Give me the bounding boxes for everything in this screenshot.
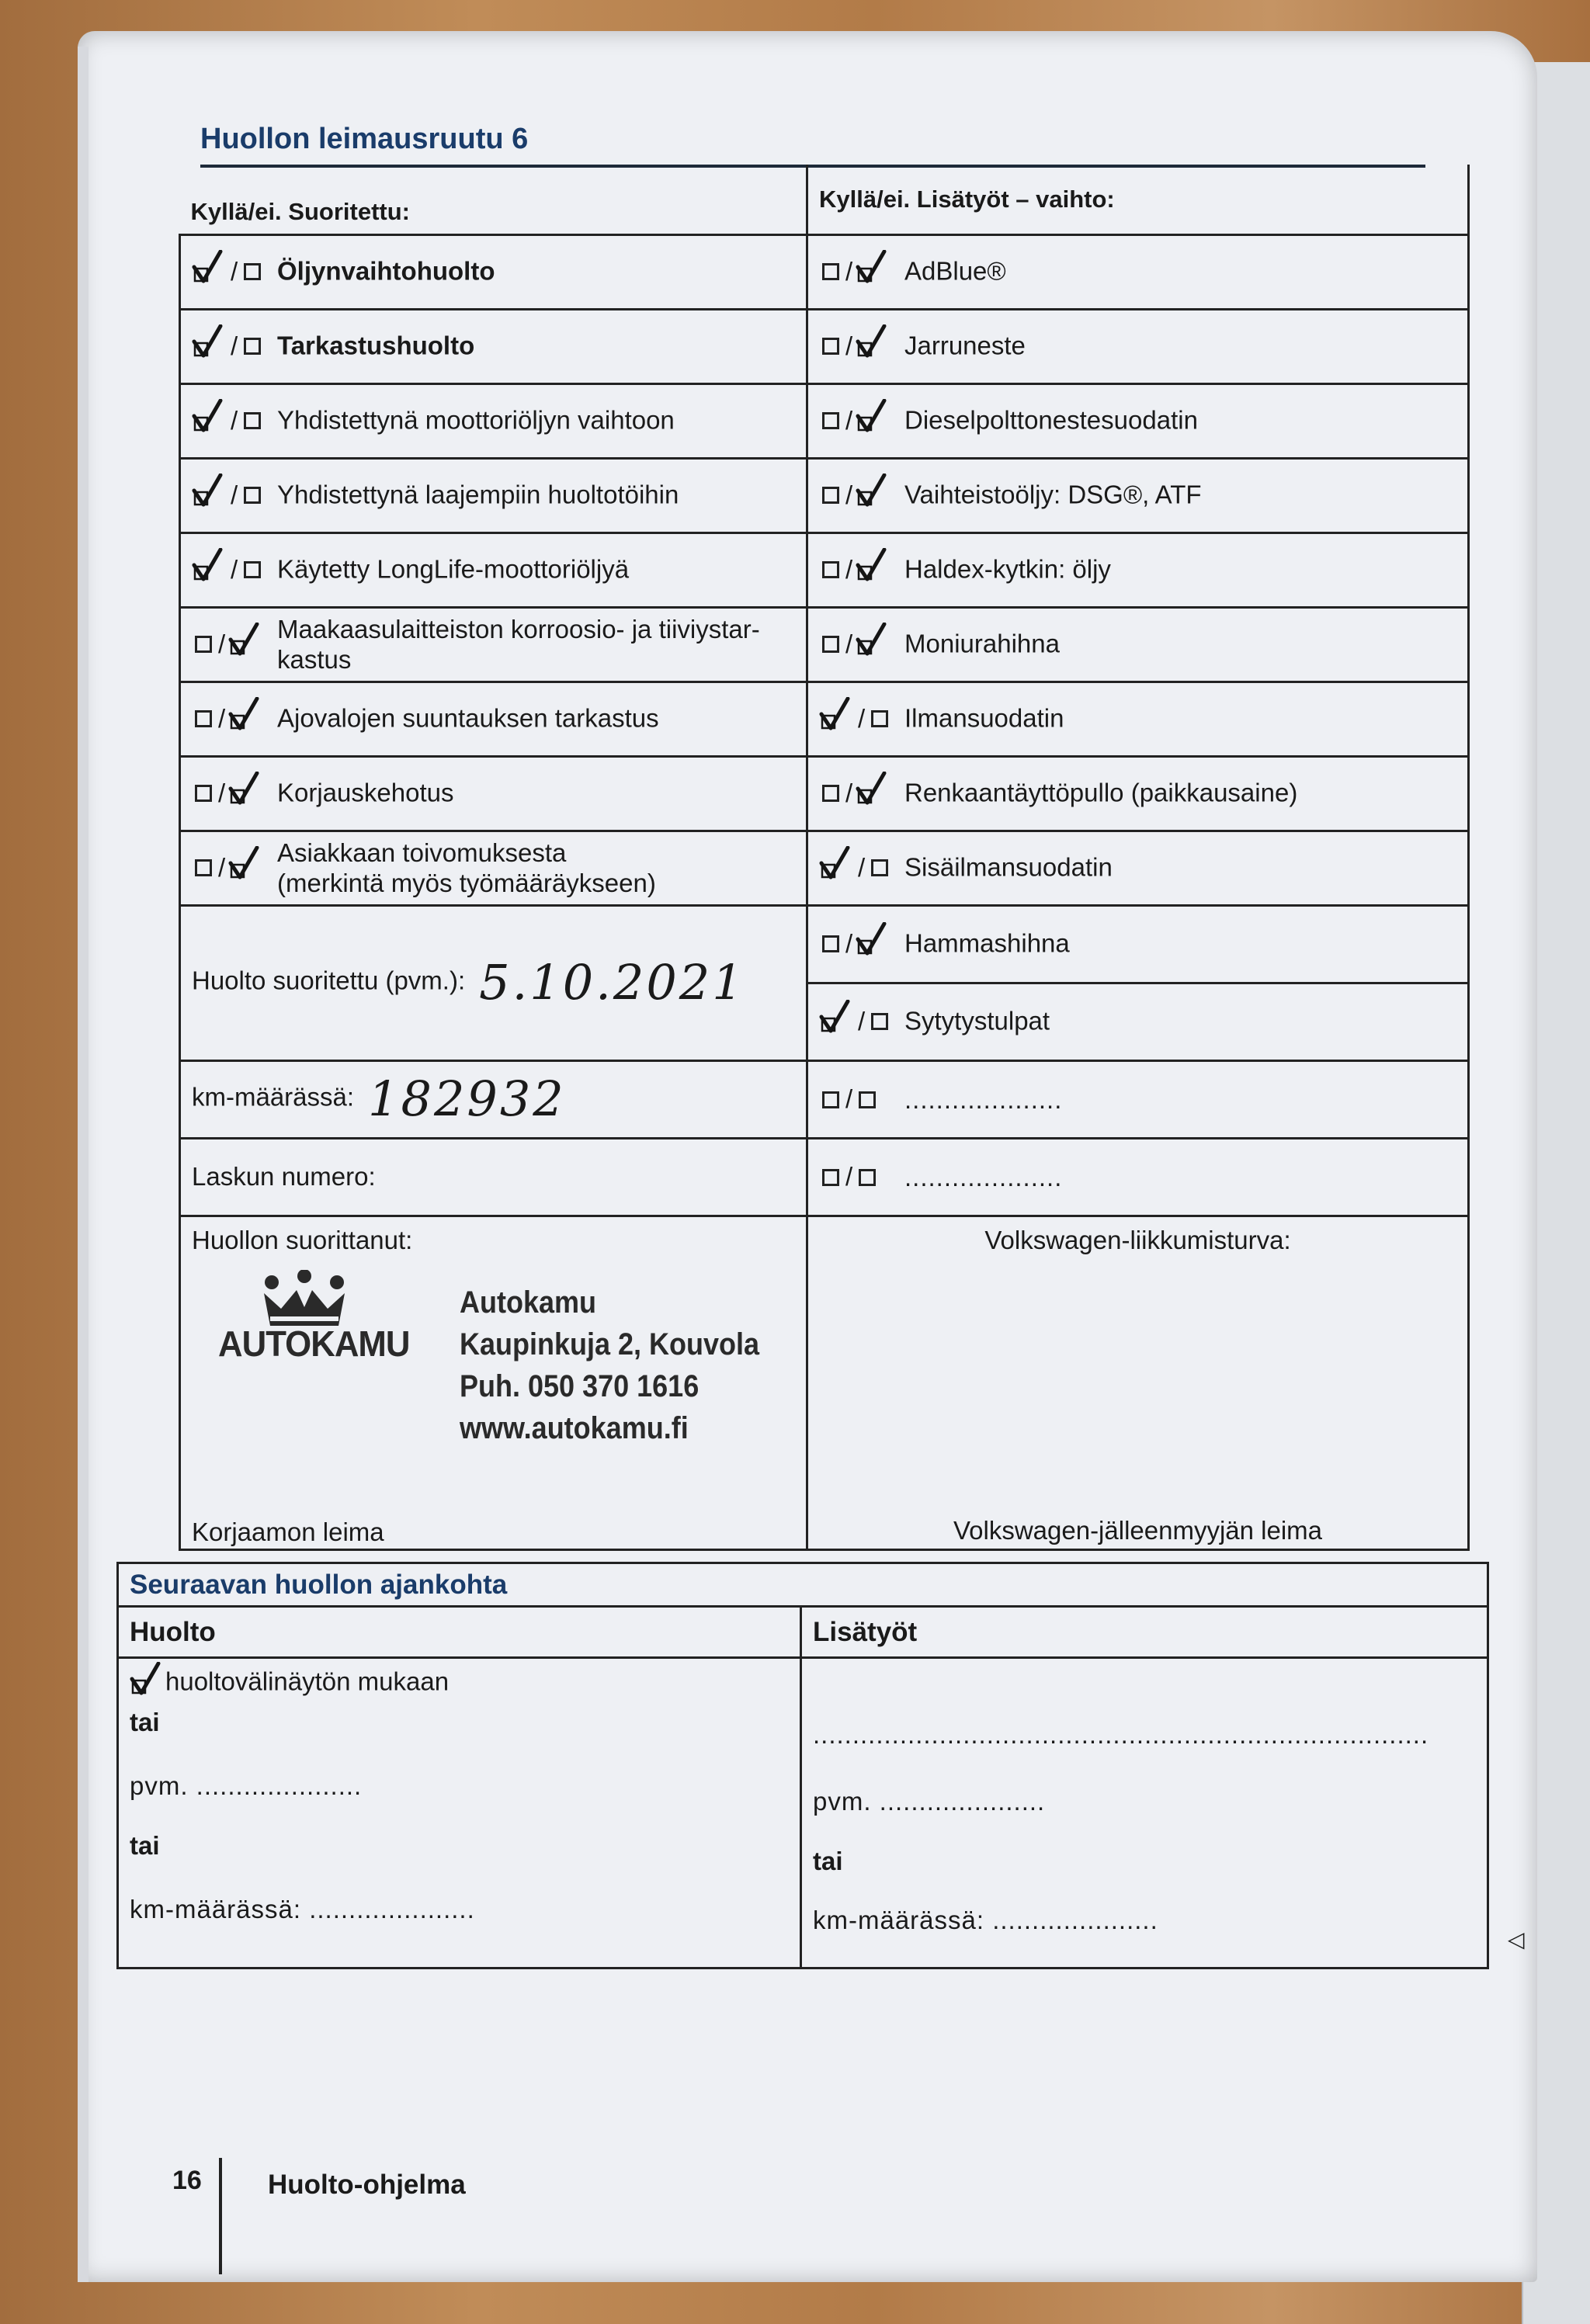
footer-section-title: Huolto-ohjelma	[268, 2170, 466, 2200]
check-mark-icon[interactable]	[856, 250, 887, 284]
stamp-web: www.autokamu.fi	[460, 1411, 689, 1446]
dealer-stamp-area	[819, 1254, 1456, 1517]
stamp-logo-text: AUTOKAMU	[218, 1323, 410, 1365]
left-item-cell: / Yhdistettynä moottoriöljyn vaihtoon	[180, 383, 807, 458]
check-mark-icon[interactable]	[856, 922, 887, 956]
right-item-cell: / ....................	[807, 1060, 1469, 1138]
table-row	[180, 383, 1469, 458]
left-header-cell	[180, 165, 807, 234]
performed-by-label: Huollon suorittanut:	[192, 1225, 413, 1254]
right-item-cell: / Sisäilmansuodatin	[807, 831, 1469, 905]
or-label-1: tai	[130, 1708, 160, 1736]
left-item-cell: / Öljynvaihtohuolto	[180, 234, 807, 309]
page-number: 16	[172, 2166, 202, 2195]
check-mark-icon[interactable]	[856, 473, 887, 508]
check-mark-icon[interactable]	[819, 1000, 850, 1034]
table-row	[180, 831, 1469, 905]
checkbox-no[interactable]	[244, 561, 261, 578]
next-service-title: Seuraavan huollon ajankohta	[118, 1563, 1488, 1607]
right-item-label: AdBlue®	[904, 256, 1006, 286]
stamp-address: Kaupinkuja 2, Kouvola	[460, 1327, 760, 1362]
right-item-cell: / AdBlue®	[807, 234, 1469, 309]
extra-date-field[interactable]: pvm. .....................	[813, 1787, 1046, 1816]
table-row	[180, 309, 1469, 383]
check-mark-icon[interactable]	[856, 772, 887, 806]
stamp-phone: Puh. 050 370 1616	[460, 1369, 700, 1404]
right-item-label: Jarruneste	[904, 331, 1026, 360]
checkbox-yes[interactable]	[822, 785, 839, 802]
left-item-label: Tarkastushuolto	[277, 331, 475, 360]
right-item-label: Sytytystulpat	[904, 1006, 1050, 1035]
workshop-stamp	[192, 1254, 795, 1511]
right-item-cell: / Ilmansuodatin	[807, 682, 1469, 756]
checkbox-yes[interactable]	[822, 1091, 839, 1108]
checkbox-no[interactable]	[244, 412, 261, 429]
table-row	[180, 607, 1469, 682]
checkbox-no[interactable]	[859, 1091, 876, 1108]
table-row	[180, 682, 1469, 756]
check-mark-icon[interactable]	[228, 846, 259, 880]
right-item-cell: / Moniurahihna	[807, 607, 1469, 682]
checkbox-no[interactable]	[871, 859, 888, 876]
check-mark-icon[interactable]	[856, 399, 887, 433]
extra-work-field[interactable]: ..............................................................................	[813, 1720, 1429, 1749]
right-item-label: Vaihteistoöljy: DSG®, ATF	[904, 480, 1202, 509]
service-date-label: Huolto suoritettu (pvm.):	[192, 966, 466, 995]
table-row	[180, 234, 1469, 309]
stamp-name: Autokamu	[460, 1285, 597, 1320]
page-stack-edge	[78, 47, 89, 2282]
right-header-cell	[807, 165, 1469, 234]
left-header: Kyllä/ei. Suoritettu:	[190, 197, 410, 225]
left-item-cell: / Tarkastushuolto	[180, 309, 807, 383]
checkbox-yes[interactable]	[195, 710, 212, 727]
checkbox-no[interactable]	[244, 338, 261, 355]
left-item-cell: / Korjauskehotus	[180, 756, 807, 831]
right-item-label: Moniurahihna	[904, 629, 1060, 658]
check-mark-icon[interactable]	[192, 399, 223, 433]
right-item-cell: / Dieselpolttonestesuodatin	[807, 383, 1469, 458]
checkbox-yes[interactable]	[822, 561, 839, 578]
extra-work-blank-field[interactable]: ....................	[904, 1162, 1063, 1191]
check-mark-icon[interactable]	[228, 772, 259, 806]
left-item-label: Korjauskehotus	[277, 778, 454, 807]
by-indicator-label: huoltovälinäytön mukaan	[165, 1667, 450, 1696]
table-row	[180, 1216, 1469, 1549]
table-row	[180, 905, 1469, 983]
workshop-stamp-cell	[180, 1216, 807, 1549]
next-service-col-service: Huolto	[118, 1607, 801, 1658]
check-mark-icon[interactable]	[856, 324, 887, 359]
checkbox-yes[interactable]	[195, 636, 212, 653]
table-row	[180, 1060, 1469, 1138]
check-mark-icon[interactable]	[856, 548, 887, 582]
checkbox-yes[interactable]	[822, 1169, 839, 1186]
right-item-cell: / Vaihteistoöljy: DSG®, ATF	[807, 458, 1469, 532]
right-item-label: Hammashihna	[904, 928, 1070, 958]
check-mark-icon[interactable]	[192, 250, 223, 284]
checkbox-yes[interactable]	[195, 859, 212, 876]
service-stamp-table	[179, 165, 1470, 1551]
dealer-stamp-label: Volkswagen-jälleenmyyjän leima	[953, 1516, 1323, 1545]
left-item-cell: / Yhdistettynä laajempiin huoltotöihin	[180, 458, 807, 532]
invoice-label: Laskun numero:	[192, 1161, 376, 1191]
checkbox-yes[interactable]	[822, 263, 839, 280]
left-item-label: Ajovalojen suuntauksen tarkastus	[277, 703, 659, 733]
invoice-cell	[180, 1138, 807, 1216]
right-item-label: Renkaantäyttöpullo (paikkausaine)	[904, 778, 1298, 807]
checkbox-yes[interactable]	[822, 935, 839, 952]
service-date-cell	[180, 905, 807, 1060]
extra-work-blank-field[interactable]: ....................	[904, 1084, 1063, 1114]
right-item-label: Ilmansuodatin	[904, 703, 1064, 733]
next-service-left-cell	[118, 1658, 801, 1968]
checkbox-yes[interactable]	[822, 636, 839, 653]
left-item-label: Yhdistettynä moottoriöljyn vaihtoon	[277, 405, 675, 435]
left-item-label: Asiakkaan toivomuksesta	[277, 838, 567, 868]
checkbox-no[interactable]	[871, 710, 888, 727]
or-label-3: tai	[813, 1846, 843, 1875]
left-item-cell: / Asiakkaan toivomuksesta (merkintä myös työmääräykseen)	[180, 831, 807, 905]
section-title: Huollon leimausruutu 6	[200, 123, 529, 155]
check-mark-icon[interactable]	[192, 324, 223, 359]
page-corner-triangle-icon: ◁	[1508, 1927, 1525, 1951]
left-item-label: Öljynvaihtohuolto	[277, 256, 495, 286]
left-item-cell: / Ajovalojen suuntauksen tarkastus	[180, 682, 807, 756]
check-mark-icon[interactable]	[819, 697, 850, 731]
right-item-cell: / Jarruneste	[807, 309, 1469, 383]
checkbox-yes[interactable]	[195, 785, 212, 802]
km-value[interactable]: 182932	[368, 1070, 566, 1128]
check-mark-icon[interactable]	[228, 697, 259, 731]
next-km-field[interactable]: km-määrässä: .....................	[130, 1894, 475, 1923]
left-item-label-line2: kastus	[277, 644, 352, 674]
footer-divider	[219, 2158, 222, 2274]
by-indicator-row	[130, 1667, 789, 1701]
or-label-2: tai	[130, 1830, 160, 1860]
workshop-stamp-label: Korjaamon leima	[192, 1518, 384, 1547]
check-mark-icon[interactable]	[192, 548, 223, 582]
table-row	[180, 458, 1469, 532]
check-mark-icon	[130, 1662, 161, 1696]
table-row	[180, 1138, 1469, 1216]
service-date-value[interactable]: 5.10.2021	[479, 954, 745, 1011]
checkbox-yes[interactable]	[822, 412, 839, 429]
right-item-label: Sisäilmansuodatin	[904, 852, 1113, 882]
left-item-label: Käytetty LongLife-moottoriöljyä	[277, 554, 630, 584]
next-service-right-cell	[801, 1658, 1488, 1968]
crown-logo-icon	[258, 1270, 351, 1332]
checkbox-no[interactable]	[244, 263, 261, 280]
right-item-cell: / Haldex-kytkin: öljy	[807, 532, 1469, 607]
check-mark-icon[interactable]	[228, 623, 259, 657]
mobility-label: Volkswagen-liikkumisturva:	[984, 1225, 1291, 1254]
right-item-label: Haldex-kytkin: öljy	[904, 554, 1111, 584]
checkbox-yes[interactable]	[822, 487, 839, 504]
km-label: km-määrässä:	[192, 1082, 355, 1112]
table-row	[180, 756, 1469, 831]
left-item-label: Yhdistettynä laajempiin huoltotöihin	[277, 480, 679, 509]
check-mark-icon[interactable]	[192, 473, 223, 508]
right-item-cell: / Sytytystulpat	[807, 983, 1469, 1060]
right-header: Kyllä/ei. Lisätyöt – vaihto:	[819, 185, 1115, 213]
next-service-table	[116, 1562, 1489, 1969]
left-item-label: Maakaasulaitteiston korroosio- ja tiiviystar-	[277, 615, 760, 644]
left-item-cell: / Käytetty LongLife-moottoriöljyä	[180, 532, 807, 607]
right-item-cell: / Renkaantäyttöpullo (paikkausaine)	[807, 756, 1469, 831]
checkbox-yes[interactable]	[822, 338, 839, 355]
dealer-stamp-cell	[807, 1216, 1469, 1549]
left-item-label-line2: (merkintä myös työmääräykseen)	[277, 868, 656, 897]
right-item-cell: / ....................	[807, 1138, 1469, 1216]
check-mark-icon[interactable]	[856, 623, 887, 657]
checkbox-no[interactable]	[859, 1169, 876, 1186]
table-row	[180, 532, 1469, 607]
left-item-cell: / Maakaasulaitteiston korroosio- ja tiiviystar- kastus	[180, 607, 807, 682]
km-cell	[180, 1060, 807, 1138]
right-item-label: Dieselpolttonestesuodatin	[904, 405, 1198, 435]
checkbox-no[interactable]	[244, 487, 261, 504]
next-date-field[interactable]: pvm. .....................	[130, 1771, 363, 1801]
next-service-col-extra: Lisätyöt	[801, 1607, 1488, 1658]
extra-km-field[interactable]: km-määrässä: .....................	[813, 1905, 1158, 1934]
right-item-cell: / Hammashihna	[807, 905, 1469, 983]
checkbox-no[interactable]	[871, 1013, 888, 1030]
check-mark-icon[interactable]	[819, 846, 850, 880]
checklist-rows	[180, 234, 1469, 1549]
